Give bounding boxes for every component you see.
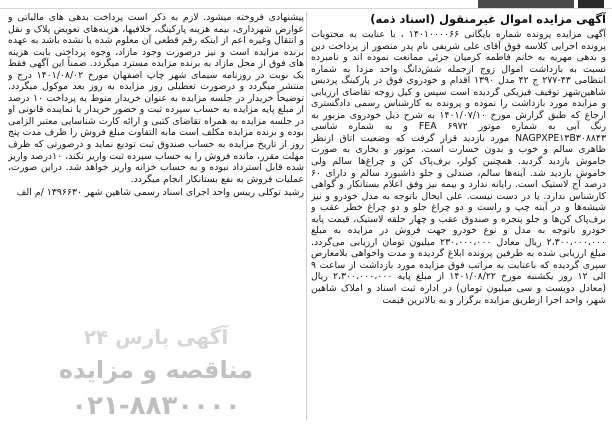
notice-body-right: آگهی مزایده پرونده شماره بایگانی ۱۴۰۱۰۰۰۰۶۶ ، با عنایت به محتویات پرونده اجرایی کلاسه فوق آقای علی شریفی نام پدر منصور از پرداخت دین و بدهی مهریه به خانم فاطمه کرمیان جزئی ممانعت نموده اند و نامبرده نسبت به بازداشت اموال زوج ازجمله شش‌دانگ واحد مزدا به شماره انتظامی ۴۳-۲۷۷ ج ۴۲ مدل ۱۳۹۰ اقدام و خودروی فوق در پارکینگ پردیس شاهین‌شهر توقیف فیزیکی گردیده است سپس و کیل زوجه تقاضای ارزیابی و مزایده مورد بازداشت را نموده و پرونده به کارشناس رسمی دادگستری ارجاع که طبق گزارش مورخ ۱۴۰۱/۰۷/۱۰ به شرح ذیل خودروی مزبور به رنگ آبی به شماره موتور FEA ۶۹۷۲ و به شماره شاسی NAGPXPE۱۳B۳۰۸۸۴۳ مورد بازدید قرار گرفت که وضعیت اتاق ازنظر ظاهری سالم و خوب و بدون خسارت است. موتور و بخاری به صورت خاموش بازدید گردید. همچنین کولر، برف‌پاک کن و چراغ‌ها سالم ولی خاموش بازدید شد. آینه‌ها سالم، صندلی و جلو داشبورد سالم و دارای ۶۰ درصد آج لاستیک است. رایانه ندارد و بیمه نیز وفق اعلام بستانکار و گواهی کارشناس ندارد. یا در دست نیست. علی ایحال باتوجه به مدل خودرو و نیز شیشه‌ها و در آینه چپ و راست و دو چراغ جلو و دو چراغ خطر عقب و برف‌پاک کن‌ها و جلو پنجره و صندوق عقب و چهار حلقه لاستیک، قیمت پایه خودرو باتوجه به مدل و نوع خودرو جهت فروش در مزایده به مبلغ ۲،۳۰۰،۰۰۰،۰۰۰ ریال معادل ۲۳۰،۰۰۰،۰۰۰ میلیون تومان ارزیابی می‌گردد. مبلغ ارزیابی شده به طرفین پرونده ابلاغ گردیده و مدت واخواهی بلامعارض سپری گردیده که باعنایت به مراتب فوق مزایده مورد بازداشت از ساعت ۹ الی ۱۲ روز یکشنبه مورخ ۱۴۰۱/۰۸/۲۲ از مبلغ پایه ۲،۳۰۰،۰۰۰،۰۰۰ ریال (معادل دویست و سی میلیون تومان) در اداره ثبت اسناد و املاک شاهین شهر، واحد اجرا ازطریق مزایده برگزار و به بالاترین قیمت [311,29,606,306]
left-column [8,12,304,428]
header-strip [0,0,612,9]
notice-signature: رشید توکلی رییس واحد اجرای اسناد رسمی شاهین شهر ۱۳۹۶۶۳۰ /م الف [16,187,304,199]
watermark-tagline: مناقصه و مزایده [58,356,254,384]
header-tab [478,0,574,8]
header-logo [578,0,604,8]
notice-title: آگهی مزایده اموال غیرمنقول (اسناد ذمه) [370,12,606,26]
watermark-phone: ۰۲۱-۸۸۳۰۰۰۰ [71,391,241,421]
notice-body-left: پیشنهادی فروخته میشود. لازم به ذکر است پرداخت بدهی های مالیاتی و عوارض شهرداری، بیمه هزینه پارکینگ، خلافیها، هزینه‌های تعویض پلاک و نقل و انتقال وغیره اعم از اینکه رقم قطعی آن معلوم شده یا نشده باشد به عهده برنده مزایده است و نیز درصورت وجود مازاد، وجوه پرداختی بابت هزینه های فوق از محل مازاد به برنده مزایده مسترد میگردد. ضمناً این آگهی فقط یک نوبت در روزنامه سیمای شهر چاپ اصفهان مورخ ۱۴۰۱/۰۸/۰۲ درج و منتشر میگردد و درصورت تعطیلی روز مزایده به روز بعد موکول میگردد. توضیحاً خریدار در جلسه مزایده به عنوان خریدار منوط به پرداخت ۱۰ درصد از مبلغ پایه مزایده به حساب سپرده ثبت و حضور خریدار یا نماینده قانونی او در جلسه مزایده به همراه تقاضای کتبی و ارائه کارت شناسایی معتبر الزامی بوده و برنده مزایده مکلف است مابه التفاوت مبلغ فروش را ظرف مدت پنج روز از تاریخ مزایده به حساب صندوق ثبت تودیع نماید و درصورتی که ظرف مهلت مقرر، مانده فروش را به حساب سپرده ثبت واریز نکند، ۱۰درصد واریز شده قابل استرداد نبوده و به حساب خزانه واریز خواهد شد. دراین صورت، عملیات فروش به نفع بستانکار انجام میگردد. [8,12,304,185]
column-divider [306,12,307,420]
watermark-site-name: آگهی پارس ۲۴ [83,325,229,349]
right-column [311,12,606,428]
